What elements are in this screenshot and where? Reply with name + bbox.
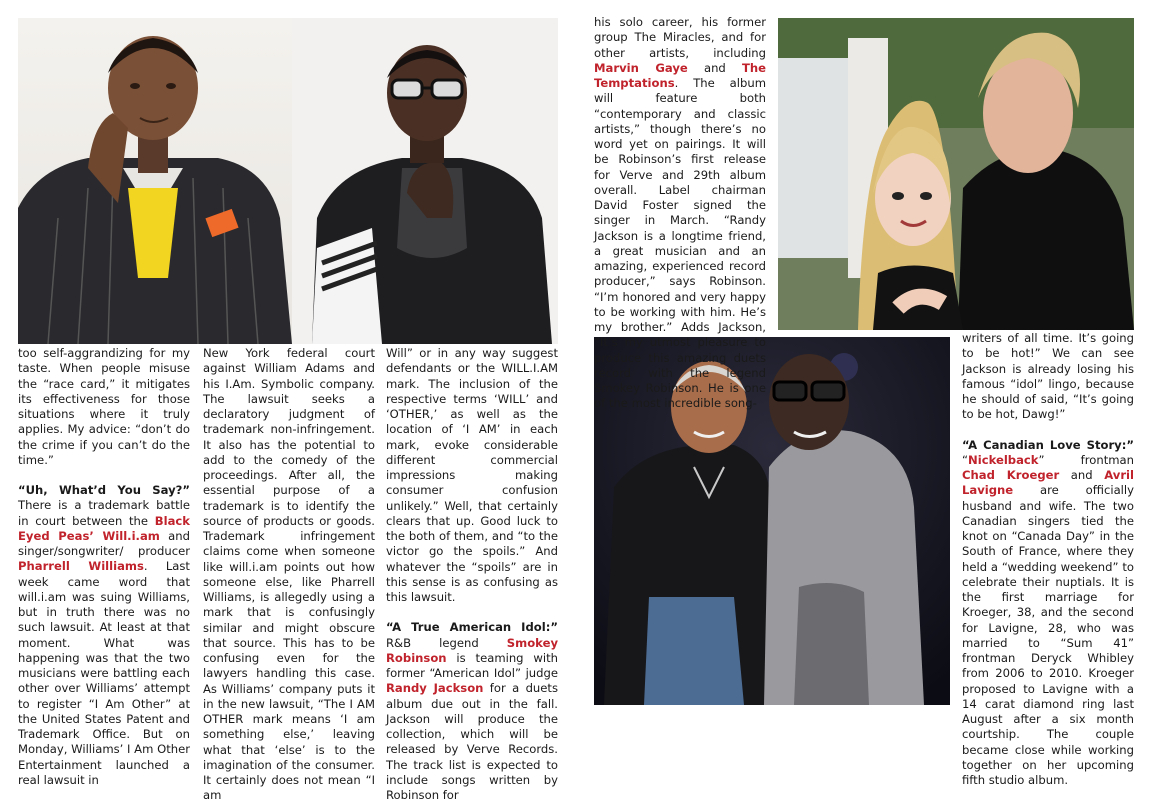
text-run: is teaming with former “American Idol” judge <box>386 650 558 680</box>
article-column-3 <box>386 346 558 803</box>
text-run: and singer/songwriter/ producer <box>18 528 190 558</box>
text-run: R&B legend <box>386 635 507 650</box>
column-3-paragraph-1: Will” or in any way suggest defendants or the WILL.I.AM mark. The inclusion of the respective terms ‘WILL’ and ‘OTHER,’ as well as the location of ‘I AM’ in each mark, evoke considerable different commercial impressions making consumer confusion unlikely.” Well, that certainly clears that up. Good luck to the both of them, and “to the victor go the spoils.” And whatever the “spoils” are in this sense is as confusing as this lawsuit. <box>386 346 558 604</box>
text-run: and <box>1059 468 1105 482</box>
headline-true-american-idol: “A True American Idol:” <box>386 620 558 635</box>
name-smokey-robinson: Smokey Robinson <box>386 635 558 665</box>
text-run: are officially husband and wife. The two Canadian singers tied the knot on “Canada Day” in the South of France, where they held a “wedding weekend” to celebrate their nuptials. It is the first marriage for Kroeger, 38, and the second for Lavigne, 28, who was married to “Sum 41” frontman Deryck Whibley from 2006 to 2010. Kroeger proposed to Lavigne with a 14 carat diamond ring last August after a six month courtship. The couple became close while working together on her upcoming fifth studio album. <box>962 483 1134 787</box>
column-1-paragraph-2 <box>18 483 190 788</box>
name-pharrell-williams: Pharrell Williams <box>18 559 144 574</box>
article-column-4 <box>594 15 766 412</box>
text-run: for a duets album due out in the fall. Jackson will produce the collection, which will be released by Verve Records. The track list is expected to include songs written by Robinson for <box>386 681 558 802</box>
column-2-paragraph: New York federal court against William Adams and his I.Am. Symbolic company. The lawsuit seeks a declaratory judgment of trademark non-infringement. It also has the potential to add to the comedy of the proceedings. After all, the essential purpose of a trademark is to identify the source of products or goods. Trademark infringement claims come when someone like will.i.am points out how someone else, like Pharrell Williams, is allegedly using a mark that is confusingly similar and might obscure that source. This has to be confusing even for the lawyers handling this case. As Williams’ company puts it in the new lawsuit, “The I AM OTHER mark means ‘I am something else,’ leaving what that ‘else’ is to the imagination of the consumer. It certainly does not mean “I am <box>203 346 375 803</box>
column-3-paragraph-2 <box>386 620 558 803</box>
text-run: There is a trademark battle in court between the <box>18 498 190 528</box>
name-nickelback: Nickelback <box>968 452 1039 467</box>
column-1-paragraph-1: too self-aggrandizing for my taste. When people misuse the “race card,” it mitigates its effectiveness for those situations where it truly applies. My advice: “don’t do the crime if you can’t do the time.” <box>18 346 190 467</box>
photo-pharrell-williams <box>18 18 292 344</box>
name-the-temptations: The Temptations <box>594 60 766 90</box>
text-run: ” frontman <box>1038 452 1134 467</box>
text-run: “ <box>962 452 969 467</box>
headline-uh-what-you-say: “Uh, What’d You Say?” <box>18 483 190 497</box>
photo-will-i-am <box>292 18 558 344</box>
article-column-1 <box>18 346 190 788</box>
text-run: his solo career, his former group The Miracles, and for other artists, including <box>594 15 766 60</box>
text-run: . The album will feature both “contemporary and classic artists,” though there’s no word yet on pairings. It will be Robinson’s first release for Verve and 29th album overall. Label chairman David Foster signed the singer in March. “Randy Jackson is a longtime friend, a great musician and an amazing, experienced record producer,” says Robinson. “I’m honored and very happy to be working with him. He’s my brother.” Adds Jackson, “It’s my utmost pleasure to produce this amazing duets record with the legend Smokey Robinson. He is one of the most incredible song- <box>594 76 766 411</box>
text-run: . Last week came word that will.i.am was suing Williams, but in truth there was no such lawsuit. At least at that moment. What was happening was that the two musicians were battling each other over Williams’ attempt to register “I Am Other” at the United States Patent and Trademark Office. But on Monday, Williams’ I Am Other Entertainment launched a real lawsuit in <box>18 559 190 787</box>
name-randy-jackson: Randy Jackson <box>386 681 484 696</box>
name-chad-kroeger: Chad Kroeger <box>962 468 1060 482</box>
name-marvin-gaye: Marvin Gaye <box>594 60 688 75</box>
text-run: and <box>687 60 742 75</box>
photo-avril-lavigne-chad-kroeger <box>778 18 1134 330</box>
article-column-2 <box>203 346 375 804</box>
column-4-paragraph <box>594 15 766 412</box>
headline-canadian-love-story: “A Canadian Love Story:” <box>962 437 1134 452</box>
name-avril-lavigne: Avril Lavigne <box>962 468 1134 498</box>
name-will-i-am: Black Eyed Peas’ Will.i.am <box>18 513 190 543</box>
column-5-paragraph-1: writers of all time. It’s going to be hot!” We can see Jackson is already losing his famous “idol” lingo, because he should of said, “It’s going to be hot, Dawg!” <box>962 331 1134 422</box>
column-5-paragraph-2 <box>962 438 1134 789</box>
